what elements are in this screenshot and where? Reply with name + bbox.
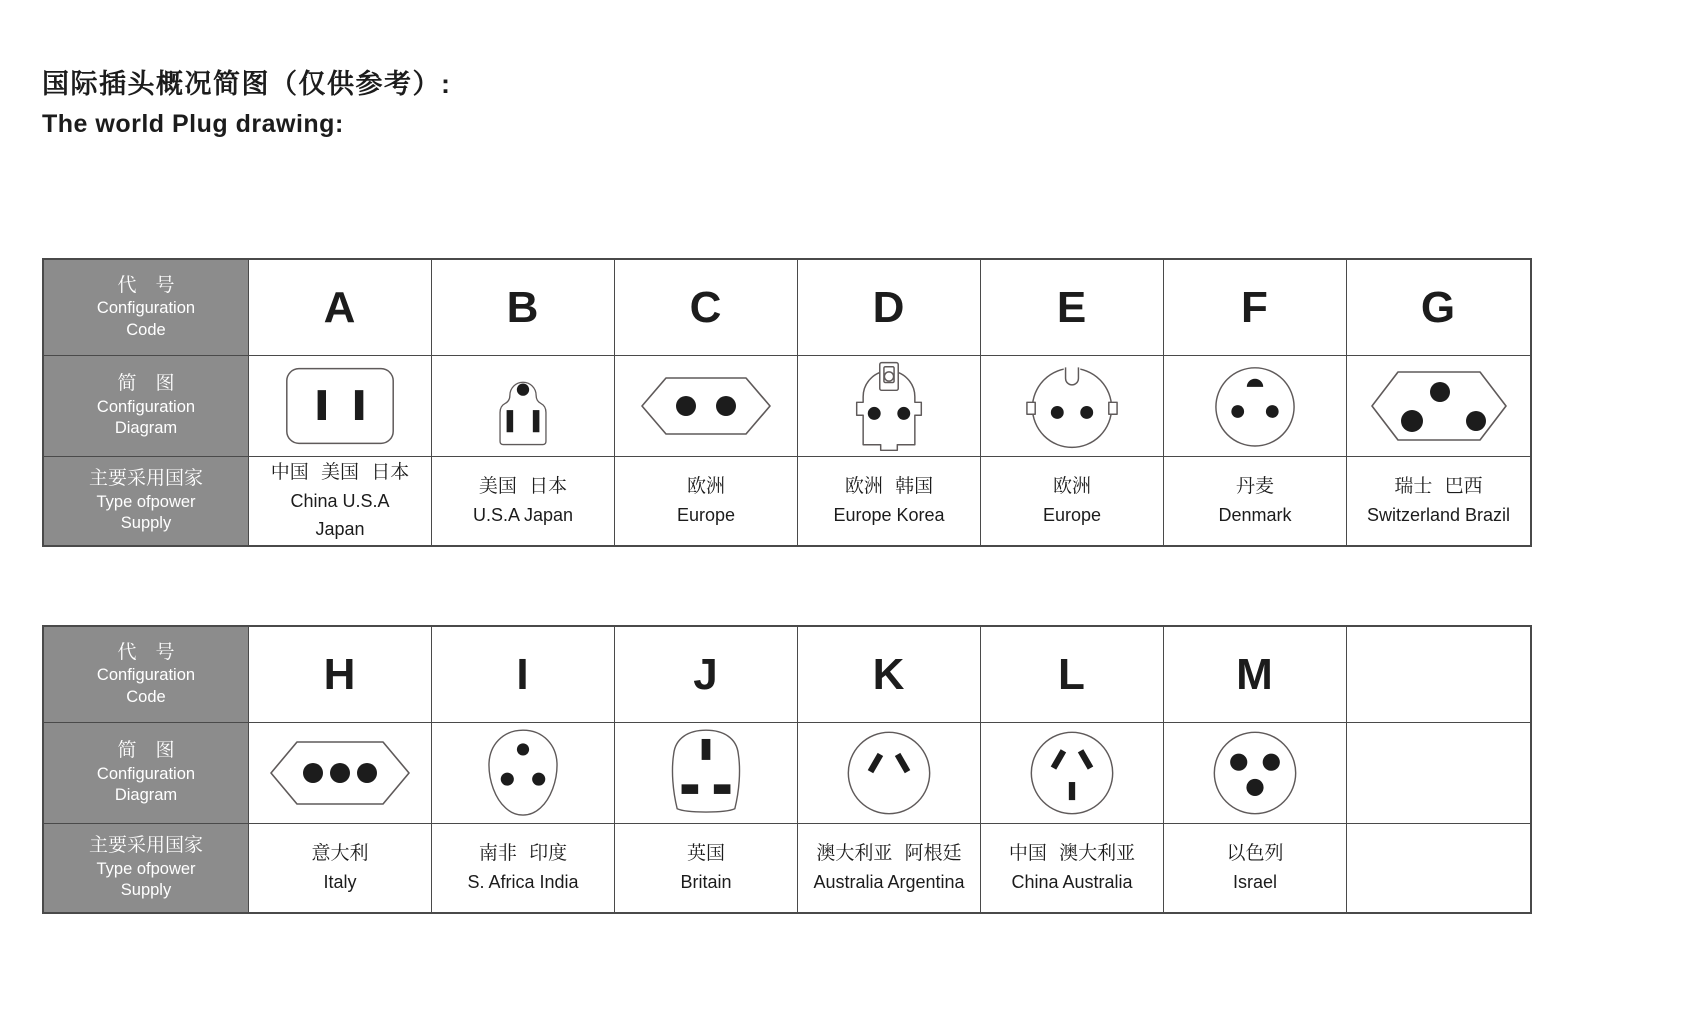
config-code-cell: B [432,260,615,356]
row-header-configuration-diagram [44,356,249,457]
row-header-code-cn: 代 号 [117,274,175,296]
page-title-english: The world Plug drawing: [42,110,344,138]
country-cell: 欧洲 韩国 Europe Korea [798,457,981,545]
plug-diagram-cell [615,356,798,457]
row-header-code-en1: Configuration [96,299,196,318]
row-header-country-cn: 主要采用国家 [88,468,203,490]
config-code-cell: I [432,627,615,723]
country-cell: 中国 美国 日本 China U.S.A Japan [249,457,432,545]
country-cell: 以色列 Israel [1164,824,1347,912]
british-plug-icon [660,725,752,821]
row-header-country-en2: Supply [120,514,172,533]
row-header-configuration-code: 代 号 Configuration Code [44,627,249,723]
config-code-cell: G [1347,260,1530,356]
plug-table-2 [42,625,1532,914]
config-code-cell: J [615,627,798,723]
country-cell: 丹麦 Denmark [1164,457,1347,545]
country-cell-empty [1347,824,1530,912]
us-grounded-plug-icon [482,361,564,451]
plug-diagram-cell [798,723,981,824]
plug-diagram-cell [981,723,1164,824]
country-cell: 意大利 Italy [249,824,432,912]
config-code-cell-empty [1347,627,1530,723]
config-code-cell: F [1164,260,1347,356]
country-cell: 南非 印度 S. Africa India [432,824,615,912]
row-header-country-en1: Type ofpower [96,492,196,511]
schuko-plug-icon [831,358,947,454]
row-header-configuration-diagram: 简 图 Configuration Diagram [44,723,249,824]
plug-diagram-cell [432,356,615,457]
plug-diagram-cell [1164,356,1347,457]
plug-diagram-cell-empty [1347,723,1530,824]
page-title-block [42,62,452,139]
french-plug-icon [1016,360,1128,452]
country-cell: 澳大利亚 阿根廷 Australia Argentina [798,824,981,912]
plug-diagram-cell [1347,356,1530,457]
config-code-cell: K [798,627,981,723]
plug-diagram-cell [1164,723,1347,824]
config-code-cell: C [615,260,798,356]
config-code-cell: A [249,260,432,356]
config-code-cell: M [1164,627,1347,723]
country-cell: 欧洲 Europe [981,457,1164,545]
plug-diagram-cell [432,723,615,824]
row-header-country: 主要采用国家 Type ofpower Supply [44,824,249,912]
plug-diagram-cell [798,356,981,457]
row-header-diagram-en1: Configuration [96,397,196,416]
country-cell: 瑞士 巴西 Switzerland Brazil [1366,476,1511,525]
row-header-configuration-code [44,260,249,356]
australia-two-pin-plug-icon [842,726,936,820]
country-cell: 美国 日本 U.S.A Japan [432,457,615,545]
plug-diagram-cell [615,723,798,824]
us-two-flat-pin-plug-icon [284,365,396,447]
config-code-cell: L [981,627,1164,723]
plug-diagram-cell [249,723,432,824]
country-cell: 欧洲 Europe [615,457,798,545]
china-australia-plug-icon [1025,726,1119,820]
italian-plug-icon [265,736,415,810]
country-cell: 英国 Britain [615,824,798,912]
config-code-cell: D [798,260,981,356]
plug-diagram-cell [981,356,1164,457]
danish-plug-icon [1205,360,1305,452]
safrica-india-plug-icon [477,725,569,821]
europlug-icon [636,372,776,440]
row-header-code-en2: Code [126,320,166,339]
row-header-country [44,457,249,545]
page-title-chinese: 国际插头概况简图（仅供参考）: [42,69,452,99]
config-code-cell: H [249,627,432,723]
plug-table-1 [42,258,1532,547]
row-header-diagram-en2: Diagram [114,419,178,438]
plug-diagram-cell [249,356,432,457]
row-header-diagram-cn: 简 图 [117,373,175,395]
israeli-plug-icon [1208,726,1302,820]
country-cell: 中国 澳大利亚 China Australia [981,824,1164,912]
swiss-brazil-plug-icon [1364,364,1514,448]
config-code-cell: E [981,260,1164,356]
